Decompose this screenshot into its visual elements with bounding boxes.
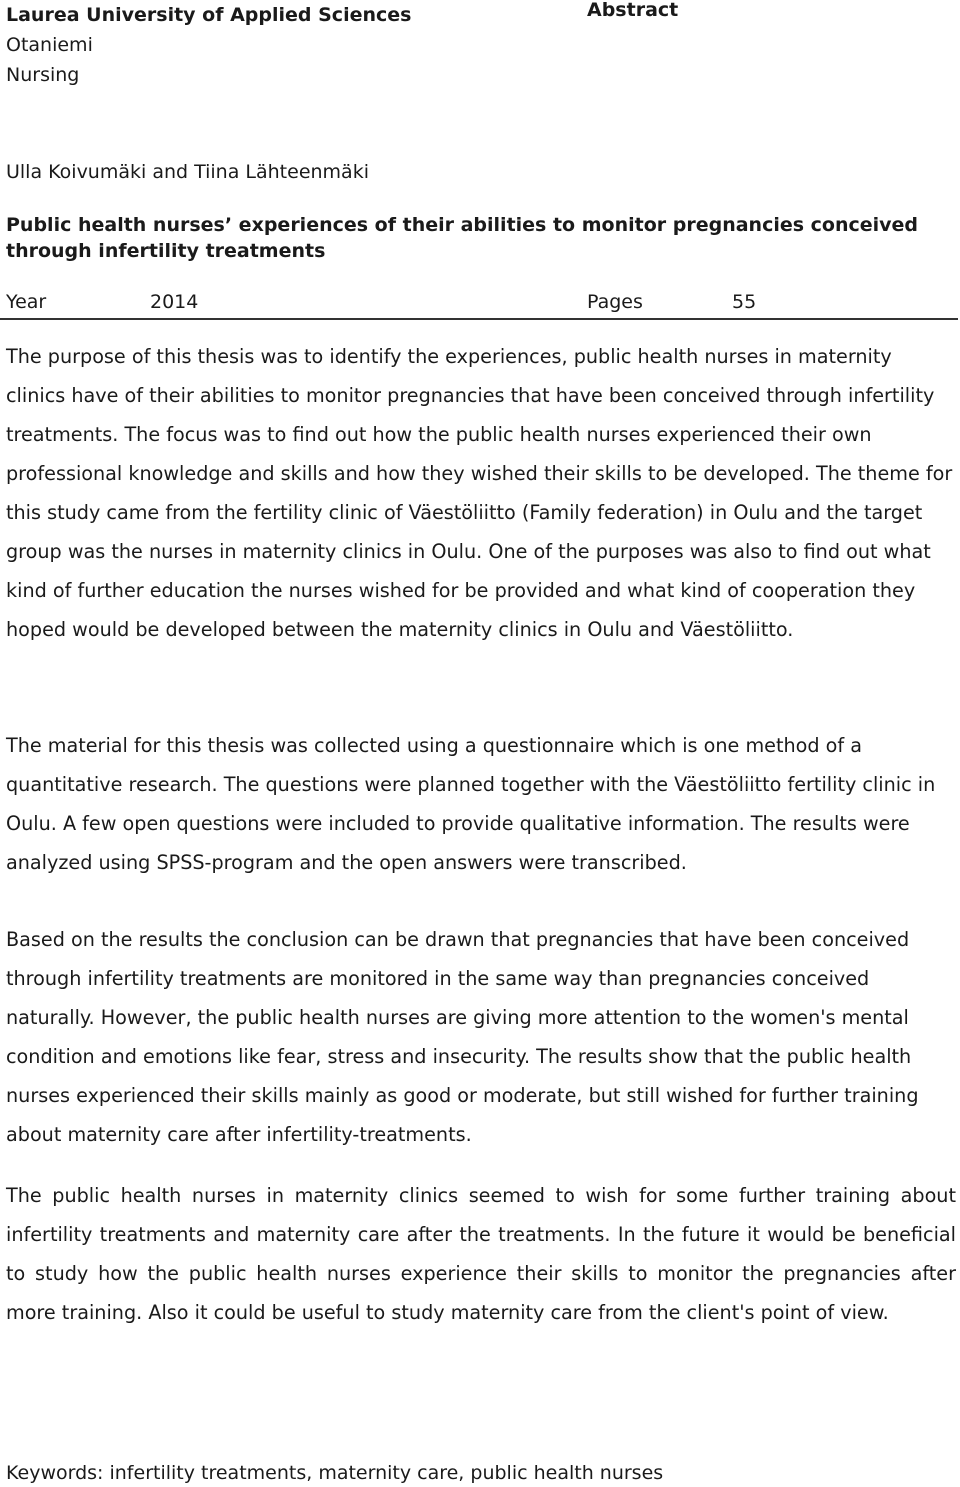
meta-row (0, 290, 958, 320)
document-type: Abstract (587, 0, 679, 21)
programme-name: Nursing (6, 64, 80, 86)
authors: Ulla Koivumäki and Tiina Lähteenmäki (6, 161, 369, 183)
year-label: Year (6, 291, 47, 313)
thesis-title: Public health nurses’ experiences of their abilities to monitor pregnancies conceived through infertility treatments (6, 214, 919, 262)
header-left (6, 0, 411, 90)
campus-name: Otaniemi (6, 34, 93, 56)
keywords: Keywords: infertility treatments, maternity care, public health nurses (6, 1462, 664, 1484)
abstract-paragraph-conclusion: The public health nurses in maternity clinics seemed to wish for some further training about infertility treatments and maternity care after the treatments. In the future it would be beneficial to study how the public health nurses experience their skills to monitor the pregnancies after more training. Also it could be useful to study maternity care from the client's point of view. (6, 1184, 956, 1324)
abstract-paragraph-results: Based on the results the conclusion can be drawn that pregnancies that have been conceived through infertility treatments are monitored in the same way than pregnancies conceived naturally. However, the public health nurses are giving more attention to the women's mental condition and emotions like fear, stress and insecurity. The results show that the public health nurses experienced their skills mainly as good or moderate, but still wished for further training about maternity care after infertility-treatments. (6, 928, 919, 1146)
university-name: Laurea University of Applied Sciences (6, 4, 412, 26)
pages-value: 55 (732, 291, 757, 313)
abstract-paragraph-purpose: The purpose of this thesis was to identify the experiences, public health nurses in maternity clinics have of their abilities to monitor pregnancies that have been conceived through infertility treatments. The focus was to find out how the public health nurses experienced their own professional knowledge and skills and how they wished their skills to be developed. The theme for this study came from the fertility clinic of Väestöliitto (Family federation) in Oulu and the target group was the nurses in maternity clinics in Oulu. One of the purposes was also to find out what kind of further education the nurses wished for be provided and what kind of cooperation they hoped would be developed between the maternity clinics in Oulu and Väestöliitto. (6, 345, 953, 641)
pages-label: Pages (587, 291, 643, 313)
abstract-paragraph-method: The material for this thesis was collected using a questionnaire which is one method of a quantitative research. The questions were planned together with the Väestöliitto fertility clinic in Oulu. A few open questions were included to provide qualitative information. The results were analyzed using SPSS-program and the open answers were transcribed. (6, 734, 936, 874)
year-value: 2014 (150, 291, 199, 313)
